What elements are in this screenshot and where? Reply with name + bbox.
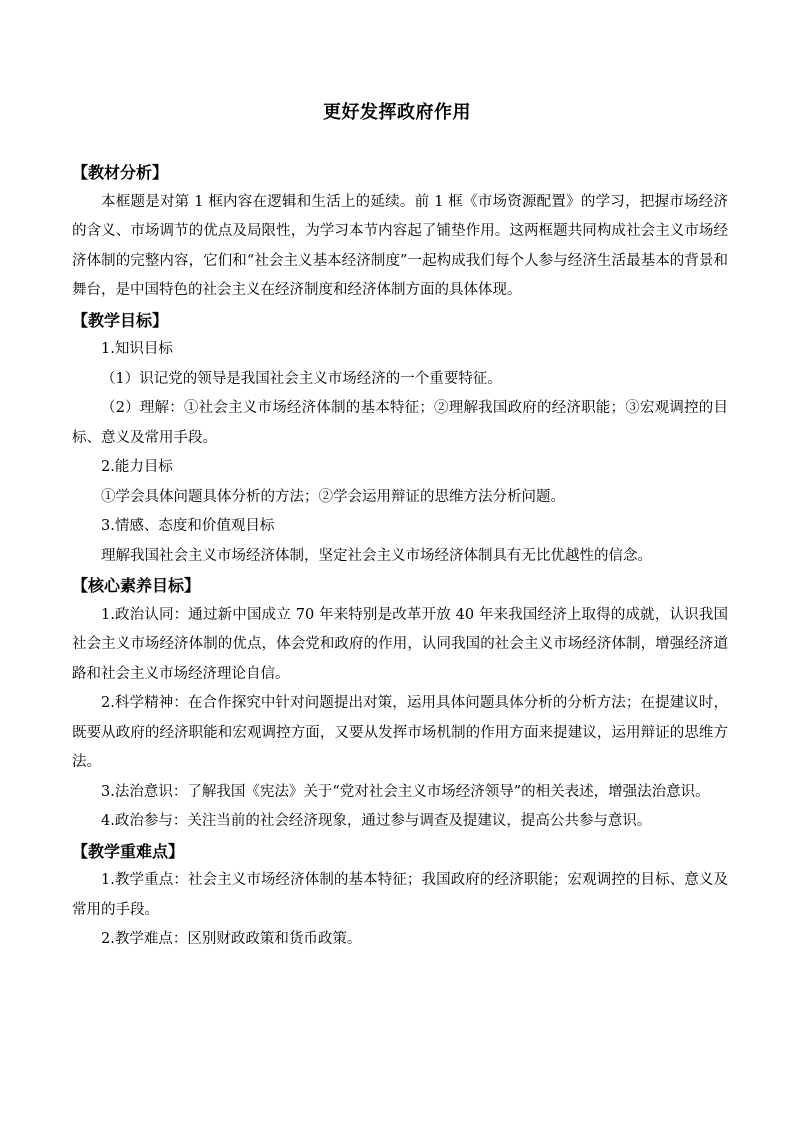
document-body [72, 158, 728, 955]
emotion-objective-item: 理解我国社会主义市场经济体制，坚定社会主义市场经济体制具有无比优越性的信念。 [101, 547, 652, 564]
ability-objective-title: 2.能力目标 [101, 459, 173, 475]
keypoint-item-2: 2.教学难点：区别财政政策和货币政策。 [101, 931, 362, 947]
heading-core-literacy: 【核心素养目标】 [72, 576, 201, 595]
knowledge-objective-title: 1.知识目标 [101, 341, 173, 357]
analysis-paragraph: 本框题是对第 1 框内容在逻辑和生活上的延续。前 1 框《市场资源配置》的学习，把握市场经济的含义、市场调节的优点及局限性，为学习本节内容起了铺垫作用。这两框题共同构成社会主义市场经济体制的完整内容，它们和“社会主义基本经济制度”一起构成我们每个人参与经济生活最基本的背景和舞台，是中国特色的社会主义在经济制度和经济体制方面的具体体现。 [72, 193, 728, 298]
keypoint-item-1: 1.教学重点：社会主义市场经济体制的基本特征；我国政府的经济职能；宏观调控的目标、意义及常用的手段。 [72, 872, 728, 918]
emotion-objective-title: 3.情感、态度和价值观目标 [101, 518, 275, 534]
document-title: 更好发挥政府作用 [323, 102, 471, 123]
literacy-item-2: 2.科学精神：在合作探究中针对问题提出对策，运用具体问题具体分析的分析方法；在提建议时，既要从政府的经济职能和宏观调控方面，又要从发挥市场机制的作用方面来提建议，运用辩证的思维方法。 [72, 695, 728, 770]
heading-textbook-analysis: 【教材分析】 [72, 163, 169, 182]
knowledge-objective-item-2: （2）理解：①社会主义市场经济体制的基本特征；②理解我国政府的经济职能；③宏观调控的目标、意义及常用手段。 [72, 400, 728, 446]
knowledge-objective-item-1: （1）识记党的领导是我国社会主义市场经济的一个重要特征。 [101, 370, 502, 387]
heading-teaching-objectives: 【教学目标】 [72, 310, 169, 330]
ability-objective-item: ①学会具体问题具体分析的方法；②学会运用辩证的思维方法分析问题。 [101, 488, 565, 505]
literacy-item-4: 4.政治参与：关注当前的社会经济现象，通过参与调查及提建议，提高公共参与意识。 [101, 813, 652, 829]
heading-key-difficult-points: 【教学重难点】 [72, 841, 185, 861]
literacy-item-3: 3.法治意识：了解我国《宪法》关于“党对社会主义市场经济领导”的相关表述，增强法治意识。 [101, 783, 710, 800]
literacy-item-1: 1.政治认同：通过新中国成立 70 年来特别是改革开放 40 年来我国经济上取得的成就，认识我国社会主义市场经济体制的优点，体会党和政府的作用，认同我国的社会主义市场经济体制，增强经济道路和社会主义市场经济理论自信。 [72, 606, 728, 682]
